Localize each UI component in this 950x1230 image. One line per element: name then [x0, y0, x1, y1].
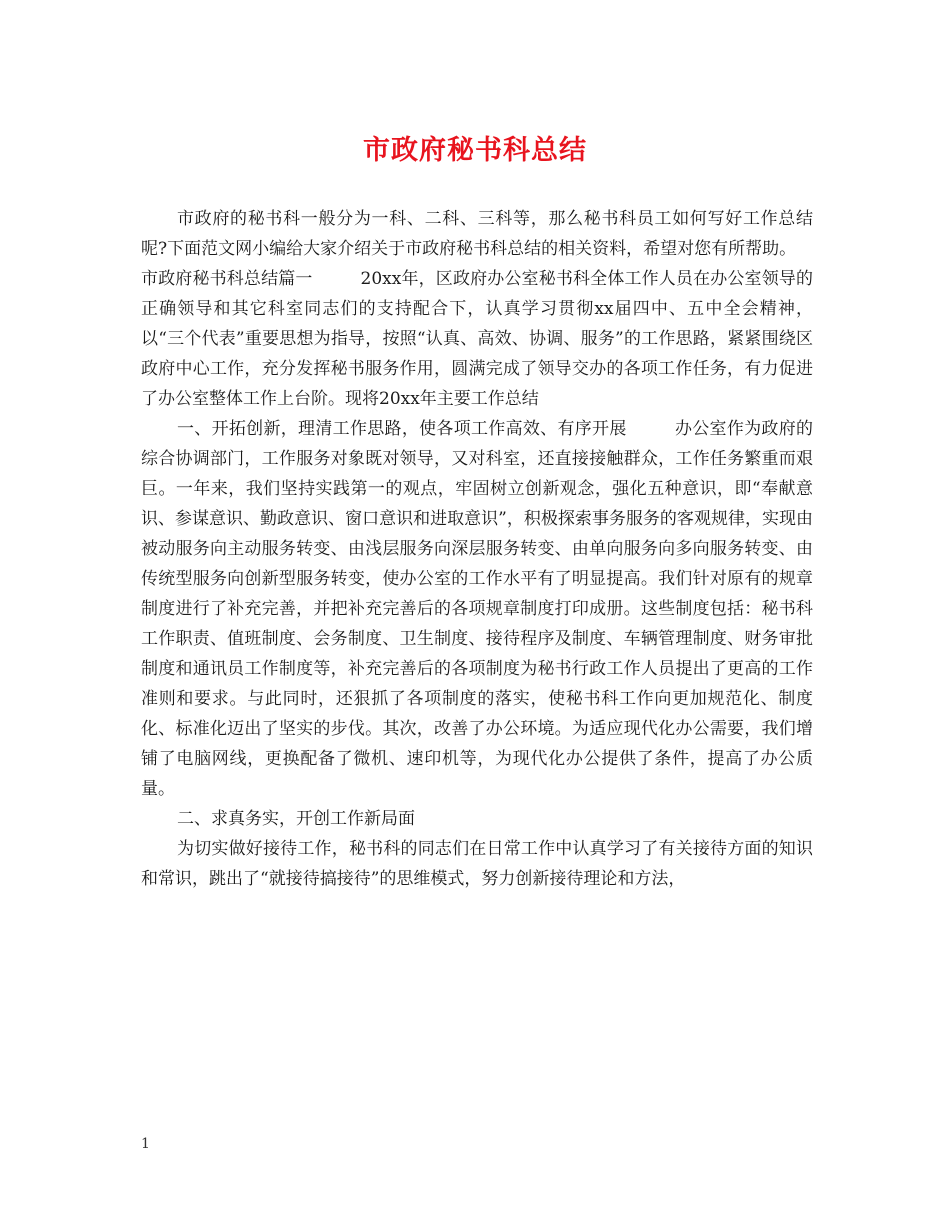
section-2-heading: 二、求真务实，开创工作新局面: [177, 809, 415, 829]
chapter-text: 20xx年，区政府办公室秘书科全体工作人员在办公室领导的正确领导和其它科室同志们的支持配合下，认真学习贯彻xx届四中、五中全会精神，以“三个代表”重要思想为指导，按照“认真、高效、协调、服务”的工作思路，紧紧围绕区政府中心工作，充分发挥秘书服务作用，圆满完成了领导交办的各项工作任务，有力促进了办公室整体工作上台阶。现将20xx年主要工作总结: [141, 269, 813, 409]
chapter-label: 市政府秘书科总结篇一: [141, 269, 313, 289]
intro-paragraph: 市政府的秘书科一般分为一科、二科、三科等，那么秘书科员工如何写好工作总结呢?下面范文网小编给大家介绍关于市政府秘书科总结的相关资料，希望对您有所帮助。: [141, 209, 813, 259]
section-1-text: 办公室作为政府的综合协调部门，工作服务对象既对领导，又对科室，还直接接触群众，工作任务繁重而艰巨。一年来，我们坚持实践第一的观点，牢固树立创新观念，强化五种意识，即“奉献意识、参谋意识、勤政意识、窗口意识和进取意识”，积极探索事务服务的客观规律，实现由被动服务向主动服务转变、由浅层服务向深层服务转变、由单向服务向多向服务转变、由传统型服务向创新型服务转变，使办公室的工作水平有了明显提高。我们针对原有的规章制度进行了补充完善，并把补充完善后的各项规章制度打印成册。这些制度包括：秘书科工作职责、值班制度、会务制度、卫生制度、接待程序及制度、车辆管理制度、财务审批制度和通讯员工作制度等，补充完善后的各项制度为秘书行政工作人员提出了更高的工作准则和要求。与此同时，还狠抓了各项制度的落实，使秘书科工作向更加规范化、制度化、标准化迈出了坚实的步伐。其次，改善了办公环境。为适应现代化办公需要，我们增铺了电脑网线，更换配备了微机、速印机等，为现代化办公提供了条件，提高了办公质量。: [141, 419, 814, 799]
section-1-heading: 一、开拓创新，理清工作思路，使各项工作高效、有序开展: [177, 419, 627, 439]
section-1-paragraph: [141, 414, 813, 804]
section-2-text: 为切实做好接待工作，秘书科的同志们在日常工作中认真学习了有关接待方面的知识和常识，跳出了“就接待搞接待”的思维模式，努力创新接待理论和方法，: [141, 839, 813, 889]
document-title: 市政府秘书科总结: [363, 135, 587, 166]
document-body: [141, 204, 813, 894]
chapter-paragraph: [141, 264, 813, 414]
page-number: 1: [141, 1136, 150, 1152]
